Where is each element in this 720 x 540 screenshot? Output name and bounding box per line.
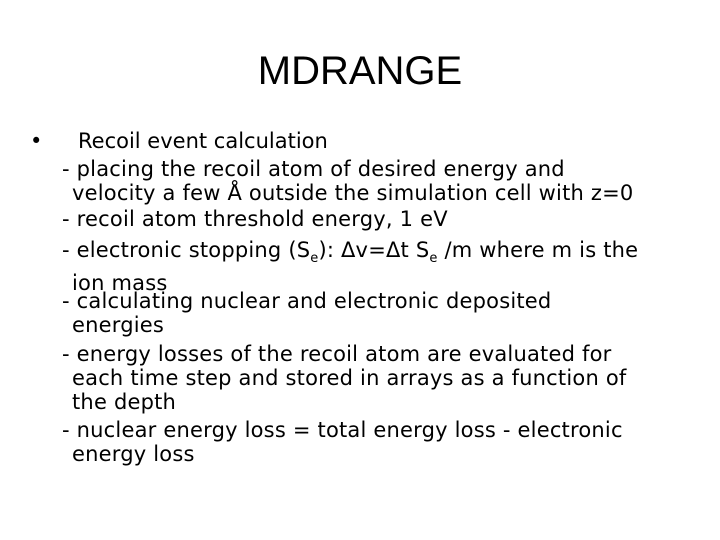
- sub-item-line: ion mass: [72, 271, 168, 296]
- bullet-symbol: •: [30, 129, 43, 153]
- sub-item-line: - recoil atom threshold energy, 1 eV: [62, 207, 448, 231]
- subscript: e: [310, 251, 319, 267]
- bullet-label: Recoil event calculation: [78, 129, 328, 153]
- sub-item-nuclear-loss: [62, 418, 623, 466]
- sub-item-line: - calculating nuclear and electronic deposited: [62, 289, 552, 313]
- sub-item-placing: [62, 157, 634, 205]
- bullet-item: [30, 127, 328, 155]
- sub-item-line: [62, 238, 638, 271]
- sub-item-line: energy loss: [72, 442, 195, 466]
- slide-title: MDRANGE: [257, 49, 463, 93]
- sub-item-deposited-energies: [62, 289, 551, 337]
- formula-text: ): Δv=Δt S: [318, 238, 430, 262]
- sub-item-line: energies: [72, 313, 165, 337]
- sub-item-line: - nuclear energy loss = total energy loss - electronic: [62, 418, 623, 442]
- sub-item-energy-losses: [62, 342, 626, 414]
- sub-item-electronic-stopping: [62, 238, 638, 295]
- sub-item-line: each time step and stored in arrays as a function of: [72, 366, 627, 390]
- formula-text: - electronic stopping (S: [62, 238, 311, 262]
- formula-text: /m where m is the: [437, 238, 639, 262]
- sub-item-line: the depth: [72, 390, 177, 414]
- subscript: e: [429, 251, 438, 267]
- sub-item-threshold: [62, 207, 448, 231]
- sub-item-line: - placing the recoil atom of desired energy and: [62, 157, 565, 181]
- sub-item-line: - energy losses of the recoil atom are evaluated for: [62, 342, 612, 366]
- sub-item-line: velocity a few Å outside the simulation cell with z=0: [72, 181, 634, 205]
